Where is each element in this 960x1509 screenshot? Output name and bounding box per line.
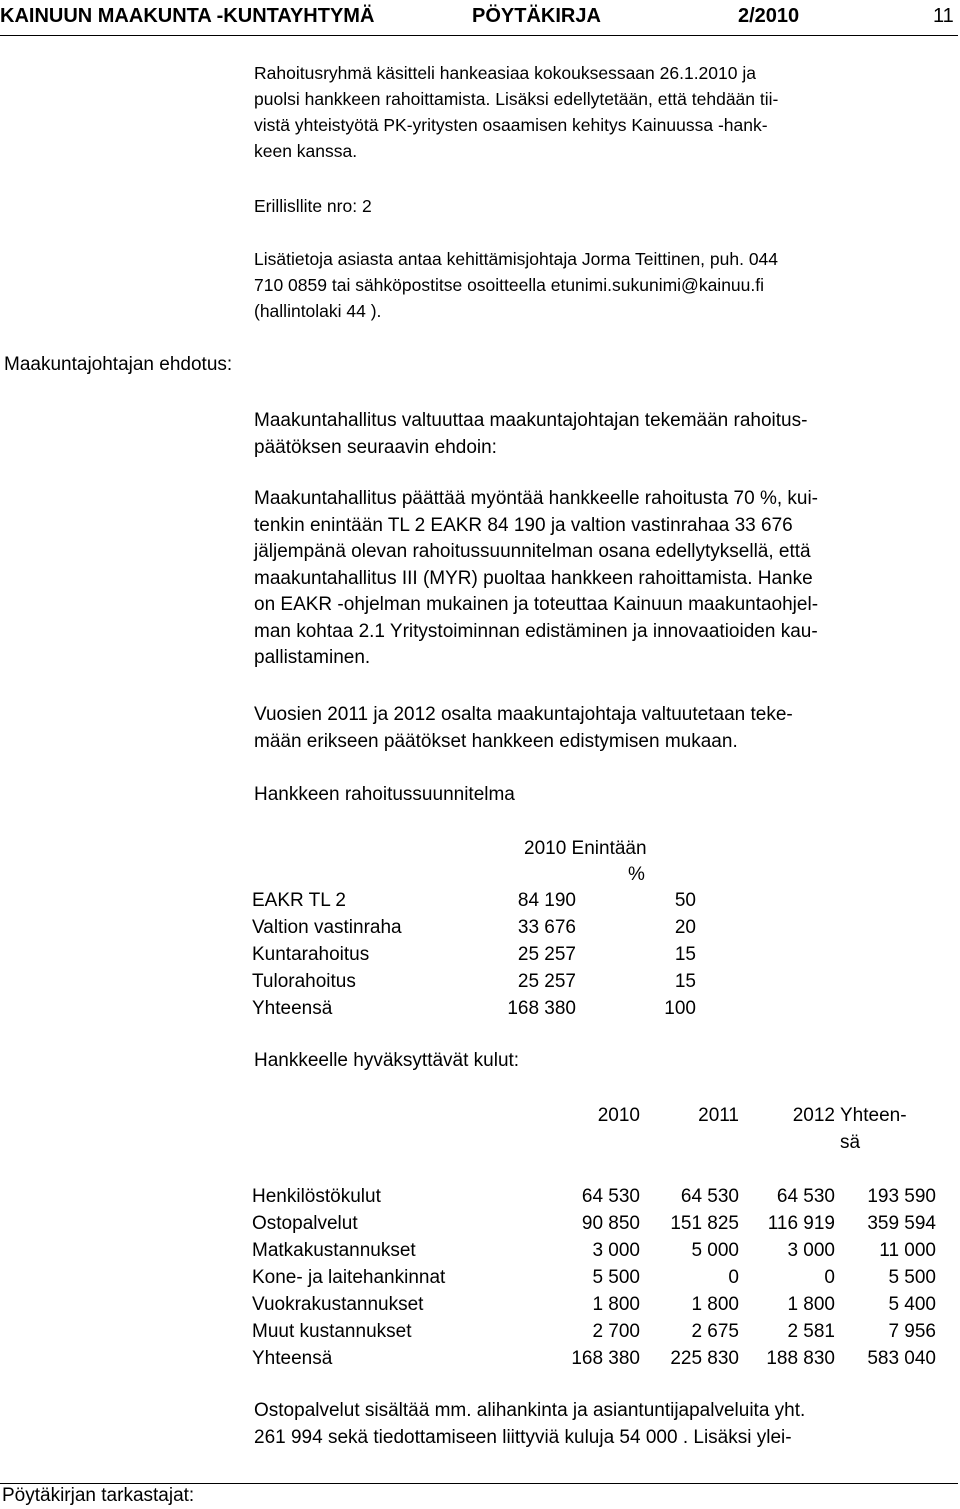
costs-currency-2010 [586, 1157, 600, 1179]
proposal-side-label: Maakuntajohtajan ehdotus: [4, 354, 233, 375]
footer-rule [0, 1483, 958, 1484]
costs-row-2010: 2 700 [592, 1321, 640, 1342]
costs-row-2010: 64 530 [581, 1186, 640, 1207]
organization-name: KAINUUN MAAKUNTA -KUNTAYHTYMÄ [0, 5, 375, 27]
costs-row-2012: 2 581 [787, 1321, 835, 1342]
costs-row-2011: 225 830 [670, 1348, 739, 1369]
costs-currency-2012 [780, 1157, 794, 1179]
costs-row-2012: 0 [824, 1267, 835, 1288]
document-number: 2/2010 [738, 5, 800, 27]
costs-row-2010: 168 380 [571, 1348, 640, 1369]
financing-row-amount: 25 257 [517, 944, 576, 965]
header-rule [0, 35, 958, 36]
financing-row-pct: 15 [674, 944, 696, 965]
proposal-paragraph-2: Maakuntahallitus päättää myöntää hankkeelle rahoitusta 70 %, kui- tenkin enintään TL 2 EAKR 84 190 ja valtion vastinrahaa 33 676 jäljempänä olevan rahoitussuunnitelman osana edellytyksellä, että maakuntahallitus III (MYR) puoltaa hankkeen rahoittamista. Hanke on EAKR -ohjelman mukainen ja toteuttaa Kainuun maakuntaohjel- man kohtaa 2.1 Yritystoiminnan edistäminen ja innovaatioiden kau- pallistaminen. [254, 488, 819, 668]
page-number: 11 [933, 5, 954, 27]
costs-row-total: 359 594 [867, 1213, 936, 1234]
costs-row-total: 5 400 [888, 1294, 936, 1315]
costs-row-2011: 2 675 [691, 1321, 739, 1342]
costs-row-2010: 3 000 [592, 1240, 640, 1261]
financing-row-label: Yhteensä [252, 998, 333, 1019]
costs-row-2011: 1 800 [691, 1294, 739, 1315]
page-header [0, 0, 960, 32]
costs-row-2012: 188 830 [766, 1348, 835, 1369]
financing-row-label: Tulorahoitus [252, 971, 356, 992]
eligible-costs-title: Hankkeelle hyväksyttävät kulut: [254, 1050, 520, 1071]
financing-row-amount: 25 257 [517, 971, 576, 992]
financing-plan-title: Hankkeen rahoitussuunnitelma [254, 784, 515, 805]
costs-row-2012: 3 000 [787, 1240, 835, 1261]
footer-label: Pöytäkirjan tarkastajat: [2, 1485, 195, 1506]
costs-row-label: Henkilöstökulut [252, 1186, 381, 1207]
financing-row-pct: 20 [674, 917, 696, 938]
financing-row-label: Kuntarahoitus [252, 944, 370, 965]
costs-row-label: Kone- ja laitehankinnat [252, 1267, 446, 1288]
costs-currency-total [877, 1157, 891, 1179]
costs-row-label: Yhteensä [252, 1348, 333, 1369]
document-type: PÖYTÄKIRJA [472, 5, 601, 27]
costs-row-2012: 1 800 [787, 1294, 835, 1315]
attachment-reference: Erillisllite nro: 2 [254, 196, 372, 216]
financing-row-pct: 50 [674, 890, 696, 911]
closing-paragraph: Ostopalvelut sisältää mm. alihankinta ja asiantuntijapalveluita yht. 261 994 sekä tiedottamiseen liittyviä kuluja 54 000 . Lisäksi ylei- [254, 1400, 806, 1448]
costs-row-total: 11 000 [879, 1240, 936, 1261]
costs-row-label: Muut kustannukset [252, 1321, 412, 1342]
costs-row-label: Matkakustannukset [252, 1240, 416, 1261]
proposal-paragraph-1: Maakuntahallitus valtuuttaa maakuntajohtajan tekemään rahoitus- päätöksen seuraavin ehdoin: [254, 410, 808, 458]
costs-row-2011: 64 530 [680, 1186, 739, 1207]
financing-row-pct: 15 [674, 971, 696, 992]
financing-header-pct: % [628, 864, 645, 885]
financing-row-amount: 84 190 [517, 890, 576, 911]
costs-row-2012: 116 919 [767, 1213, 835, 1234]
financing-row-amount: 33 676 [517, 917, 576, 938]
costs-col-2012: 2012 [792, 1105, 835, 1126]
costs-row-total: 583 040 [867, 1348, 936, 1369]
costs-row-2010: 1 800 [592, 1294, 640, 1315]
financing-header-line1: 2010 Enintään [524, 838, 647, 859]
costs-row-label: Ostopalvelut [252, 1213, 358, 1234]
costs-row-2010: 5 500 [592, 1267, 640, 1288]
intro-paragraph: Rahoitusryhmä käsitteli hankeasiaa kokouksessaan 26.1.2010 ja puolsi hankkeen rahoittamista. Lisäksi edellytetään, että tehdään tii- vistä yhteistyötä PK-yritysten osaamisen kehitys Kainuussa -hank- keen kanssa. [254, 63, 779, 161]
financing-header-eur [526, 862, 540, 884]
financing-row-amount: 168 380 [507, 998, 576, 1019]
costs-row-2011: 0 [728, 1267, 739, 1288]
costs-row-total: 193 590 [867, 1186, 936, 1207]
financing-row-label: Valtion vastinraha [252, 917, 402, 938]
costs-row-2012: 64 530 [776, 1186, 835, 1207]
contact-paragraph: Lisätietoja asiasta antaa kehittämisjohtaja Jorma Teittinen, puh. 044 710 0859 tai sähköpostitse osoitteella etunimi.sukunimi@kainuu.fi (hallintolaki 44 ‍). [254, 249, 779, 321]
financing-row-label: EAKR TL 2 [252, 890, 346, 911]
costs-currency-2011 [683, 1157, 697, 1179]
costs-row-label: Vuokrakustannukset [252, 1294, 424, 1315]
costs-row-total: 7 956 [888, 1321, 936, 1342]
costs-row-2011: 5 000 [691, 1240, 739, 1261]
costs-col-2010: 2010 [597, 1105, 640, 1126]
costs-col-total-line1: Yhteen- [840, 1105, 907, 1126]
costs-col-2011: 2011 [698, 1105, 739, 1126]
proposal-paragraph-3: Vuosien 2011 ja 2012 osalta maakuntajohtaja valtuutetaan teke- mään erikseen päätökset hankkeen edistymisen mukaan. [254, 704, 793, 752]
costs-row-2010: 90 850 [581, 1213, 640, 1234]
costs-row-total: 5 500 [888, 1267, 936, 1288]
costs-col-total-line2: sä [840, 1132, 861, 1153]
costs-row-2011: 151 825 [670, 1213, 739, 1234]
financing-row-pct: 100 [664, 998, 696, 1019]
